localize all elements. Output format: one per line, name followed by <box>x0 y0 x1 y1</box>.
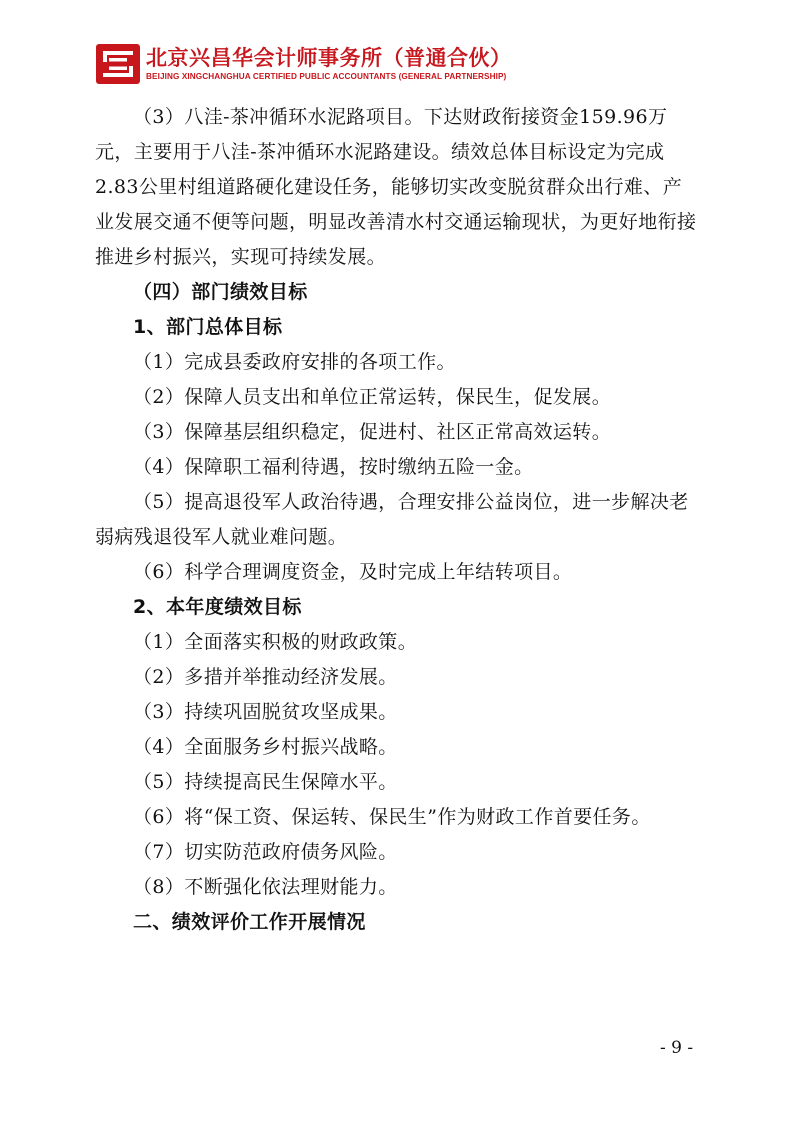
firm-name-cn: 北京兴昌华会计师事务所（普通合伙） <box>146 46 512 70</box>
list-item: （6）将“保工资、保运转、保民生”作为财政工作首要任务。 <box>133 806 651 828</box>
list-item: （3）保障基层组织稳定，促进村、社区正常高效运转。 <box>133 421 612 443</box>
letterhead <box>96 42 736 88</box>
list-item: （4）保障职工福利待遇，按时缴纳五险一金。 <box>133 456 534 478</box>
list-item: （7）切实防范政府债务风险。 <box>133 841 398 863</box>
list-item: （5）持续提高民生保障水平。 <box>133 771 398 793</box>
list-item: （2）多措并举推动经济发展。 <box>133 666 398 688</box>
list-item: （1）全面落实积极的财政政策。 <box>133 631 418 653</box>
project-paragraph: （3）八洼-茶冲循环水泥路项目。下达财政衔接资金159.96万元，主要用于八洼-茶冲循环水泥路建设。绩效总体目标设定为完成2.83公里村组道路硬化建设任务，能够切实改变脱贫群众出行难、产业发展交通不便等问题，明显改善清水村交通运输现状，为更好地衔接推进乡村振兴，实现可持续发展。 <box>95 106 697 268</box>
list-item: （5）提高退役军人政治待遇，合理安排公益岗位，进一步解决老弱病残退役军人就业难问题。 <box>95 491 689 548</box>
document-body <box>95 100 700 940</box>
list-item: （4）全面服务乡村振兴战略。 <box>133 736 398 758</box>
list-item: （3）持续巩固脱贫攻坚成果。 <box>133 701 398 723</box>
list-item: （8）不断强化依法理财能力。 <box>133 876 398 898</box>
list-item: （2）保障人员支出和单位正常运转，保民生，促发展。 <box>133 386 612 408</box>
section-heading-evaluation: 二、绩效评价工作开展情况 <box>133 911 366 933</box>
list-item: （6）科学合理调度资金，及时完成上年结转项目。 <box>133 561 573 583</box>
page-number: - 9 - <box>660 1038 694 1058</box>
section-heading-dept-goals: （四）部门绩效目标 <box>133 281 308 303</box>
list-item: （1）完成县委政府安排的各项工作。 <box>133 351 456 373</box>
firm-name-en: BEIJING XINGCHANGHUA CERTIFIED PUBLIC ACCOUNTANTS (GENERAL PARTNERSHIP) <box>146 72 507 81</box>
subheading-annual-goals: 2、本年度绩效目标 <box>133 596 302 618</box>
subheading-overall-goals: 1、部门总体目标 <box>133 316 283 338</box>
firm-logo-icon <box>96 44 140 84</box>
